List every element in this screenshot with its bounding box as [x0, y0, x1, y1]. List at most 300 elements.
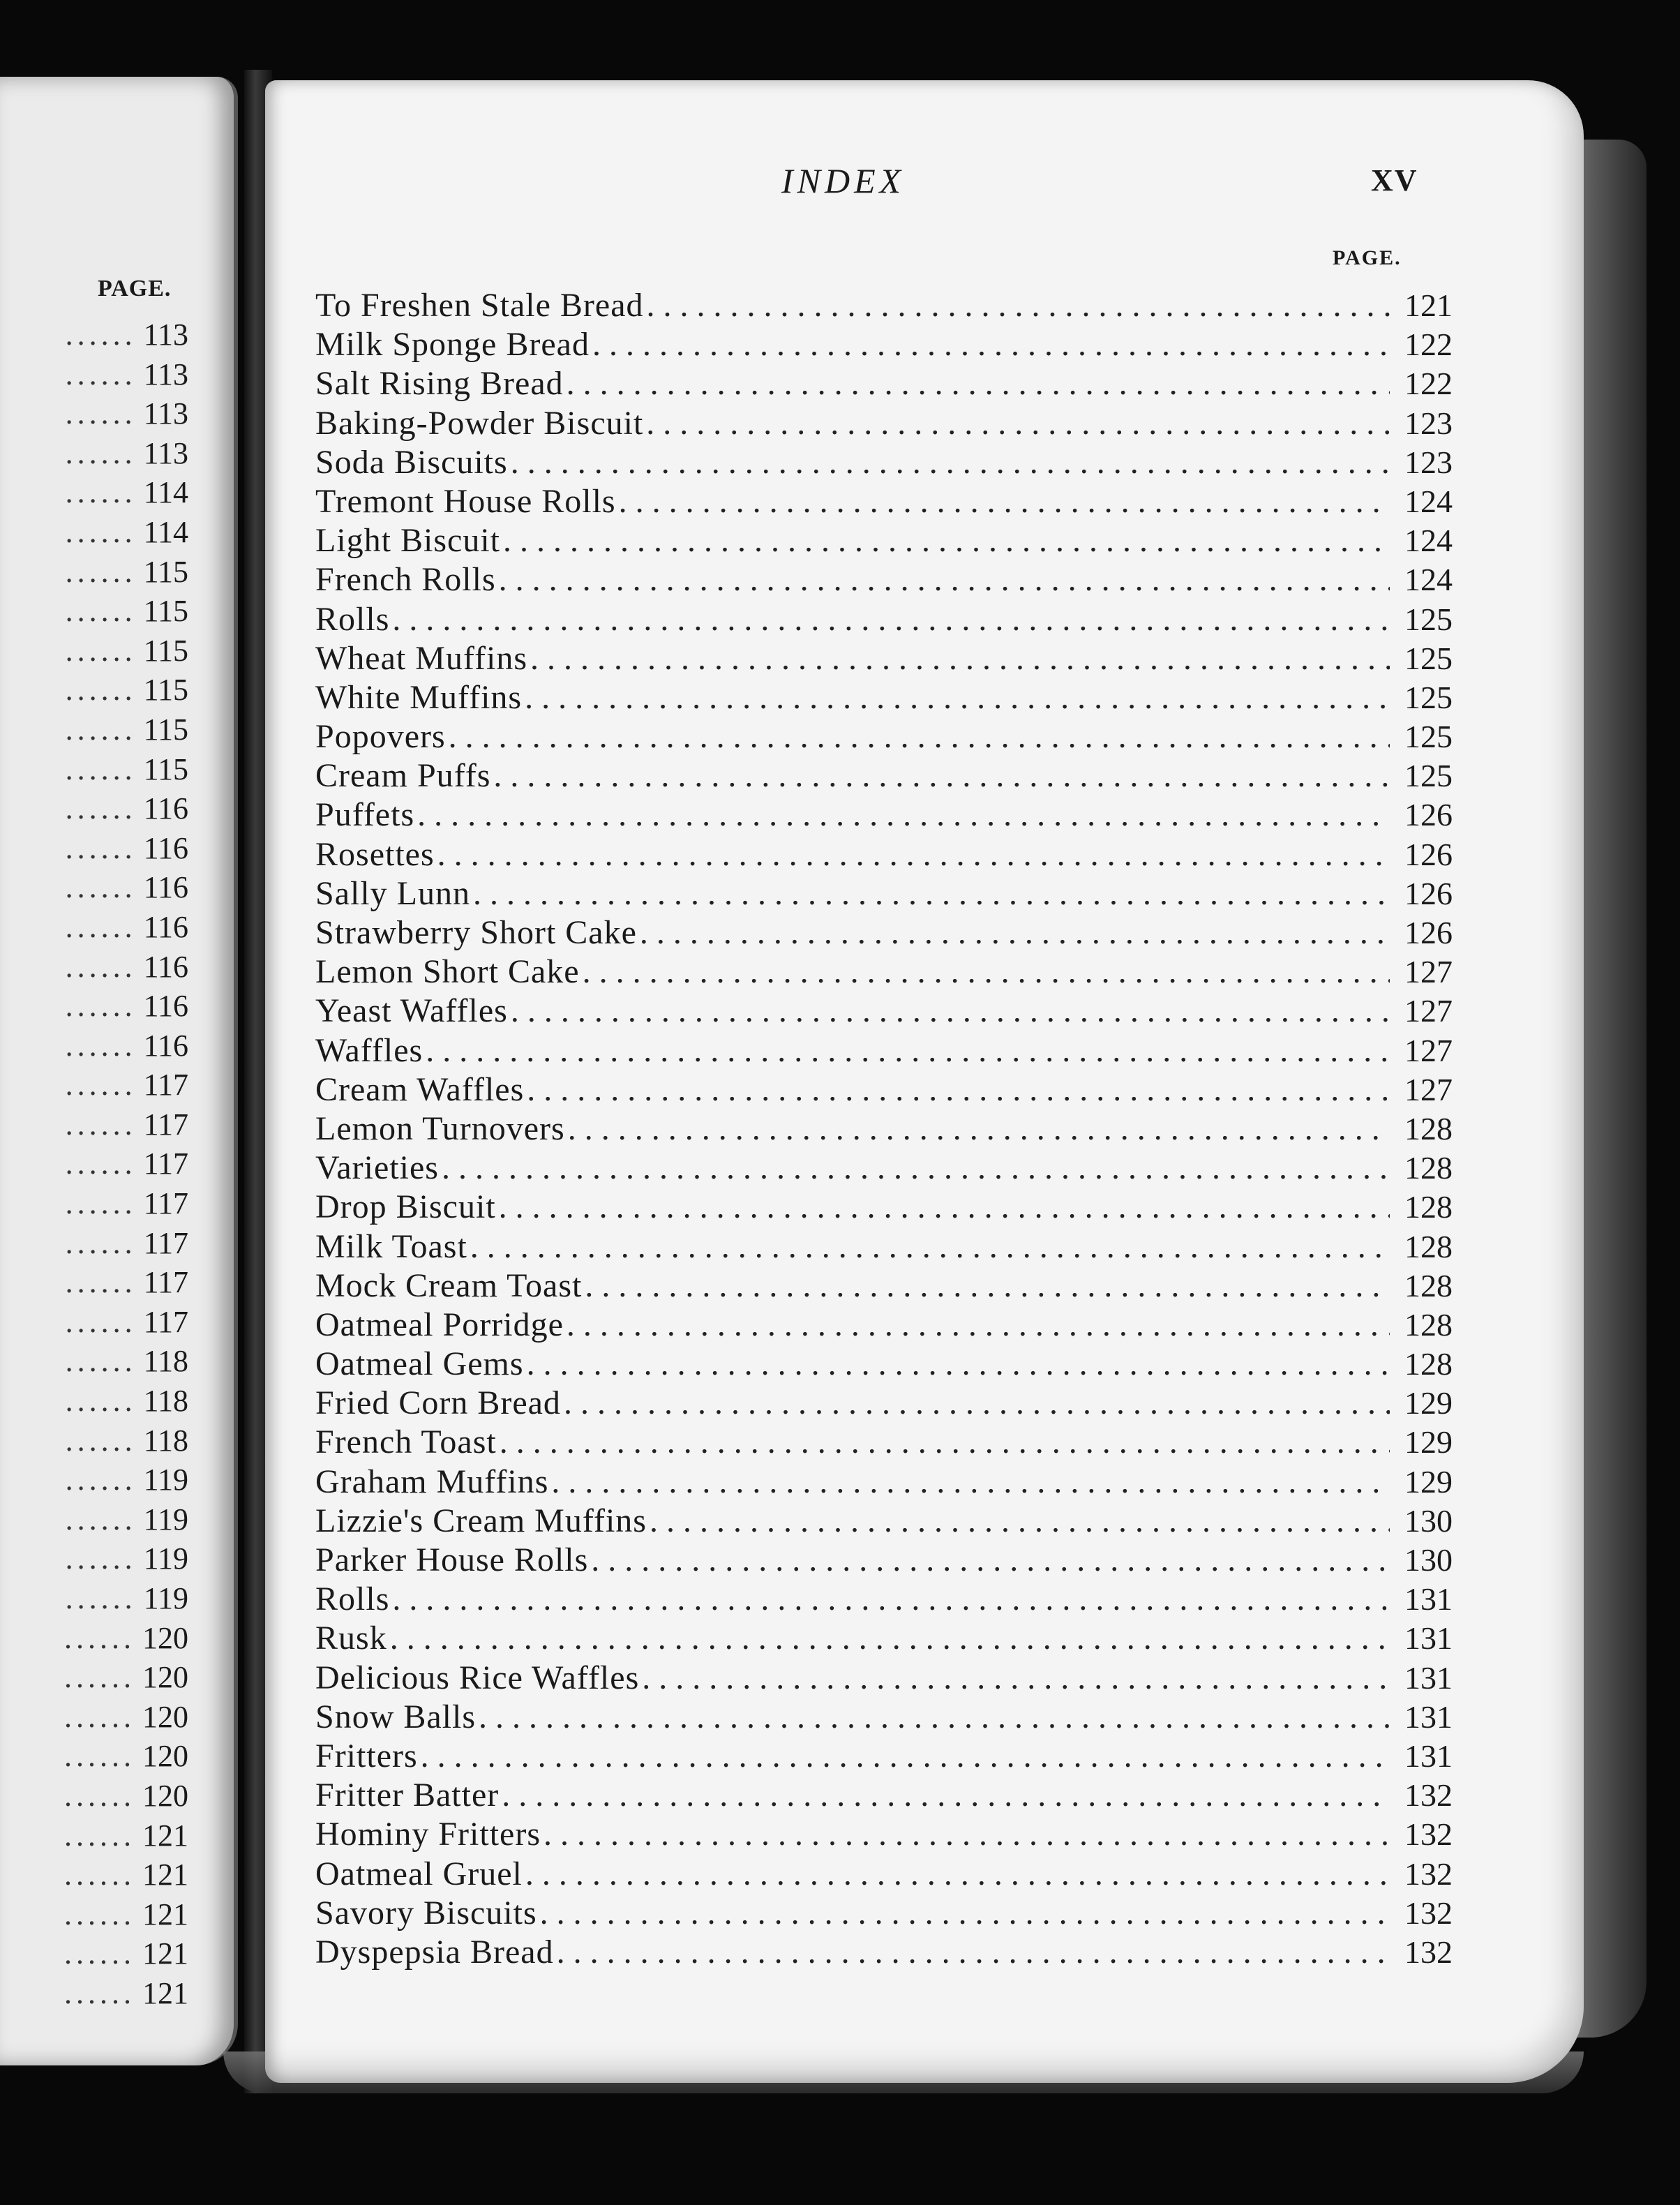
leader-dots	[582, 1266, 1390, 1306]
index-entry	[315, 756, 1453, 795]
left-page-number: 121	[142, 1858, 188, 1892]
entry-title: Snow Balls	[315, 1698, 477, 1735]
index-entry	[315, 1423, 1453, 1462]
entry-title: Baking-Powder Biscuit	[315, 404, 644, 442]
entry-title: Rusk	[315, 1620, 387, 1657]
left-page-number: 116	[143, 870, 188, 905]
leader-dots: ......	[65, 752, 137, 786]
leader-dots: ......	[65, 712, 137, 747]
leader-dots	[446, 717, 1390, 756]
entry-page-number: 127	[1404, 954, 1453, 990]
entry-page-number: 127	[1404, 1071, 1453, 1107]
right-page	[265, 80, 1584, 2083]
left-page-entry	[0, 1816, 188, 1856]
index-entry	[315, 1815, 1453, 1854]
index-entry	[315, 1619, 1453, 1658]
leader-dots	[508, 992, 1390, 1031]
leader-dots: ......	[64, 1897, 135, 1931]
leader-dots: ......	[65, 1502, 137, 1537]
entry-page-number: 125	[1404, 601, 1453, 637]
index-entry	[315, 639, 1453, 678]
left-page-number: 114	[143, 475, 188, 510]
leader-dots: ......	[65, 1463, 137, 1497]
left-page-entry	[0, 1934, 188, 1974]
entry-title: Light Biscuit	[315, 522, 500, 560]
entry-title: Sally Lunn	[315, 874, 470, 912]
leader-dots	[522, 678, 1390, 717]
entry-page-number: 128	[1404, 1189, 1453, 1225]
left-page-number: 119	[143, 1463, 188, 1497]
leader-dots: ......	[64, 1778, 135, 1813]
index-entry	[315, 1541, 1453, 1580]
left-page-entry	[0, 1539, 188, 1579]
entry-page-number: 131	[1404, 1620, 1453, 1657]
page-folio: XV	[1371, 163, 1418, 197]
entry-title: Oatmeal Gruel	[315, 1855, 523, 1892]
left-page-number: 113	[143, 435, 188, 470]
entry-page-number: 132	[1404, 1855, 1453, 1892]
leader-dots	[435, 835, 1390, 874]
index-entry	[315, 325, 1453, 364]
entry-title: Popovers	[315, 718, 446, 756]
entry-page-number: 125	[1404, 758, 1453, 794]
leader-dots: ......	[65, 1265, 137, 1300]
entry-page-number: 126	[1404, 915, 1453, 950]
left-page-number: 120	[142, 1620, 188, 1655]
left-page-number: 116	[143, 830, 188, 865]
left-page-entry	[0, 1342, 188, 1382]
entry-title: French Toast	[315, 1423, 497, 1461]
entry-page-number: 128	[1404, 1110, 1453, 1146]
leader-dots	[524, 1070, 1390, 1109]
index-entry	[315, 835, 1453, 874]
index-entry	[315, 443, 1453, 482]
leader-dots: ......	[64, 1858, 135, 1892]
left-page-number: 119	[143, 1581, 188, 1615]
left-page-entry	[0, 1579, 188, 1619]
leader-dots	[476, 1698, 1390, 1737]
entry-title: Cream Waffles	[315, 1070, 525, 1108]
leader-dots	[541, 1815, 1390, 1854]
entry-page-number: 122	[1404, 366, 1453, 402]
leader-dots	[467, 1227, 1390, 1266]
entry-page-number: 123	[1404, 405, 1453, 441]
leader-dots: ......	[65, 1541, 137, 1576]
index-entry	[315, 1109, 1453, 1149]
leader-dots: ......	[65, 633, 137, 668]
index-entry	[315, 1776, 1453, 1815]
leader-dots: ......	[65, 1146, 137, 1181]
index-entry	[315, 1855, 1453, 1894]
leader-dots	[616, 482, 1390, 521]
left-page-number: 113	[143, 396, 188, 431]
index-entry	[315, 1463, 1453, 1502]
leader-dots	[647, 1502, 1390, 1541]
entry-title: Parker House Rolls	[315, 1541, 589, 1578]
left-page-number: 117	[143, 1068, 188, 1102]
left-page-number: 121	[142, 1975, 188, 2010]
index-entry	[315, 286, 1453, 325]
leader-dots: ......	[65, 1423, 137, 1458]
left-page-entry	[0, 473, 188, 513]
left-page-number: 120	[142, 1739, 188, 1774]
entry-page-number: 132	[1404, 1934, 1453, 1970]
index-entry	[315, 1698, 1453, 1737]
leader-dots	[588, 1541, 1390, 1580]
leader-dots	[548, 1463, 1390, 1502]
leader-dots: ......	[65, 1581, 137, 1615]
leader-dots	[387, 1619, 1390, 1658]
left-page-entry	[0, 1658, 188, 1698]
entry-title: Strawberry Short Cake	[315, 914, 637, 951]
left-page-number: 119	[143, 1502, 188, 1537]
leader-dots: ......	[65, 989, 137, 1024]
leader-dots	[496, 1188, 1390, 1227]
entry-title: Lemon Short Cake	[315, 953, 580, 991]
left-page-number: 115	[143, 752, 188, 786]
entry-title: Soda Biscuits	[315, 443, 508, 481]
index-entry	[315, 1227, 1453, 1266]
left-page-number: 113	[143, 357, 188, 391]
left-page-number: 115	[143, 633, 188, 668]
left-page-entry	[0, 1263, 188, 1303]
left-page-number: 118	[143, 1384, 188, 1419]
entry-title: Hominy Fritters	[315, 1816, 541, 1853]
left-page-number: 119	[143, 1541, 188, 1576]
left-page-number: 115	[143, 554, 188, 589]
leader-dots: ......	[65, 475, 137, 510]
left-page-number: 116	[143, 791, 188, 826]
left-page-number: 121	[142, 1936, 188, 1971]
entry-page-number: 132	[1404, 1816, 1453, 1853]
entry-title: To Freshen Stale Bread	[315, 287, 644, 324]
entry-page-number: 131	[1404, 1659, 1453, 1696]
leader-dots: ......	[65, 949, 137, 984]
index-entry	[315, 992, 1453, 1031]
left-page-number: 120	[142, 1699, 188, 1734]
left-page-number: 117	[143, 1107, 188, 1142]
leader-dots: ......	[64, 1975, 135, 2010]
leader-dots: ......	[65, 594, 137, 629]
index-entry	[315, 1580, 1453, 1619]
leader-dots: ......	[65, 554, 137, 589]
leader-dots: ......	[64, 1739, 135, 1774]
left-page-entry	[0, 1144, 188, 1184]
index-entry	[315, 1306, 1453, 1345]
entry-title: Lizzie's Cream Muffins	[315, 1502, 647, 1539]
entry-title: Lemon Turnovers	[315, 1109, 565, 1147]
entry-page-number: 130	[1404, 1542, 1453, 1578]
entry-page-number: 132	[1404, 1894, 1453, 1931]
leader-dots: ......	[65, 357, 137, 391]
left-page-entry	[0, 1184, 188, 1224]
left-page-column-header: PAGE.	[98, 276, 172, 301]
entry-title: Dyspepsia Bread	[315, 1933, 554, 1971]
left-page-entry	[0, 1619, 188, 1659]
leader-dots: ......	[65, 1107, 137, 1142]
index-entry	[315, 1659, 1453, 1698]
left-page-entry	[0, 1066, 188, 1105]
left-page-number: 114	[143, 514, 188, 549]
left-page-entry	[0, 710, 188, 750]
leader-dots: ......	[65, 1028, 137, 1063]
index-entry	[315, 1266, 1453, 1306]
left-page-entry	[0, 553, 188, 592]
entry-title: Wheat Muffins	[315, 639, 528, 677]
leader-dots: ......	[65, 1186, 137, 1221]
leader-dots: ......	[65, 870, 137, 905]
left-page-entry	[0, 1698, 188, 1737]
leader-dots	[490, 756, 1390, 795]
entry-page-number: 125	[1404, 679, 1453, 715]
entry-title: French Rolls	[315, 561, 496, 599]
entry-title: Varieties	[315, 1149, 439, 1187]
leader-dots	[439, 1149, 1390, 1188]
right-page-column-header: PAGE.	[1333, 246, 1402, 269]
index-entry	[315, 1933, 1453, 1972]
entry-title: Tremont House Rolls	[315, 482, 616, 520]
leader-dots: ......	[65, 1225, 137, 1260]
entry-page-number: 124	[1404, 483, 1453, 519]
left-page-number: 117	[143, 1146, 188, 1181]
index-entry	[315, 795, 1453, 835]
left-page-number: 121	[142, 1897, 188, 1931]
leader-dots: ......	[64, 1936, 135, 1971]
entry-title: Delicious Rice Waffles	[315, 1659, 640, 1696]
entry-page-number: 128	[1404, 1267, 1453, 1303]
left-page-entry	[0, 513, 188, 553]
leader-dots	[470, 874, 1390, 913]
index-entry	[315, 1502, 1453, 1541]
entry-title: Milk Sponge Bread	[315, 326, 590, 364]
leader-dots: ......	[64, 1699, 135, 1734]
leader-dots	[497, 1423, 1390, 1462]
entry-page-number: 122	[1404, 327, 1453, 363]
entry-title: Rolls	[315, 600, 390, 638]
left-page-number: 120	[142, 1660, 188, 1695]
left-page-number: 121	[142, 1818, 188, 1853]
entry-title: Fritter Batter	[315, 1777, 500, 1814]
index-entry	[315, 1188, 1453, 1227]
entry-page-number: 128	[1404, 1346, 1453, 1382]
left-page-entry	[0, 1421, 188, 1461]
left-page-entry	[0, 592, 188, 631]
entry-page-number: 131	[1404, 1737, 1453, 1774]
index-entry	[315, 600, 1453, 639]
left-page-number: 117	[143, 1265, 188, 1300]
left-page-entry	[0, 948, 188, 987]
leader-dots	[564, 364, 1390, 403]
left-page-number: 117	[143, 1225, 188, 1260]
entry-title: Oatmeal Gems	[315, 1345, 524, 1383]
entry-title: Waffles	[315, 1031, 423, 1069]
left-page-entry	[0, 1895, 188, 1935]
index-entry	[315, 482, 1453, 521]
left-page-entry	[0, 434, 188, 474]
entry-page-number: 127	[1404, 1032, 1453, 1068]
left-page-entry	[0, 1855, 188, 1895]
leader-dots	[561, 1384, 1390, 1423]
leader-dots	[639, 1659, 1390, 1698]
index-entry	[315, 1031, 1453, 1070]
entry-title: Milk Toast	[315, 1227, 467, 1265]
entry-page-number: 121	[1404, 287, 1453, 323]
left-page-entry	[0, 1224, 188, 1264]
left-page-entry	[0, 750, 188, 790]
left-page-number: 118	[143, 1423, 188, 1458]
leader-dots: ......	[65, 1304, 137, 1339]
entry-page-number: 127	[1404, 993, 1453, 1029]
leader-dots	[580, 952, 1390, 992]
leader-dots	[500, 521, 1390, 560]
leader-dots	[564, 1306, 1390, 1345]
entry-title: Graham Muffins	[315, 1463, 549, 1500]
left-page-entry	[0, 1777, 188, 1816]
index-entry	[315, 717, 1453, 756]
entry-page-number: 130	[1404, 1502, 1453, 1539]
leader-dots	[389, 1580, 1390, 1619]
entry-title: Puffets	[315, 796, 415, 834]
entry-title: Rosettes	[315, 835, 435, 873]
entry-title: Mock Cream Toast	[315, 1266, 583, 1304]
entry-page-number: 128	[1404, 1306, 1453, 1343]
left-page-entry	[0, 1974, 188, 2014]
index-entry	[315, 874, 1453, 913]
leader-dots	[523, 1855, 1390, 1894]
index-entry	[315, 1149, 1453, 1188]
index-entry	[315, 560, 1453, 599]
leader-dots	[643, 404, 1390, 443]
left-page-number: 116	[143, 1028, 188, 1063]
left-page-number: 118	[143, 1344, 188, 1379]
leader-dots: ......	[65, 1068, 137, 1102]
leader-dots	[644, 286, 1390, 325]
entry-page-number: 129	[1404, 1424, 1453, 1460]
left-page-entry	[0, 1737, 188, 1777]
entry-title: Fritters	[315, 1737, 418, 1774]
entry-title: Oatmeal Porridge	[315, 1306, 564, 1343]
index-entry	[315, 952, 1453, 992]
leader-dots: ......	[64, 1620, 135, 1655]
leader-dots: ......	[65, 435, 137, 470]
index-entry	[315, 678, 1453, 717]
left-page-entry	[0, 829, 188, 869]
left-page-number: 115	[143, 712, 188, 747]
left-page-entry	[0, 1026, 188, 1066]
entry-page-number: 126	[1404, 797, 1453, 833]
leader-dots: ......	[65, 830, 137, 865]
leader-dots: ......	[64, 1818, 135, 1853]
leader-dots: ......	[65, 1384, 137, 1419]
running-head: INDEX	[781, 161, 906, 200]
leader-dots	[423, 1031, 1390, 1070]
index-entry	[315, 1345, 1453, 1384]
entry-page-number: 129	[1404, 1385, 1453, 1421]
left-page-entry	[0, 394, 188, 434]
entry-page-number: 124	[1404, 562, 1453, 598]
leader-dots	[508, 443, 1390, 482]
entry-page-number: 125	[1404, 719, 1453, 755]
leader-dots	[418, 1737, 1390, 1776]
left-page-number: 120	[142, 1778, 188, 1813]
leader-dots: ......	[65, 673, 137, 708]
left-page-number: 115	[143, 673, 188, 708]
entry-page-number: 123	[1404, 444, 1453, 480]
left-page-entry	[0, 355, 188, 395]
leader-dots	[565, 1109, 1390, 1149]
leader-dots: ......	[64, 1660, 135, 1695]
entry-page-number: 131	[1404, 1698, 1453, 1735]
index-entry	[315, 1384, 1453, 1423]
left-page	[0, 77, 238, 2065]
leader-dots	[537, 1894, 1390, 1933]
entry-title: Cream Puffs	[315, 757, 491, 795]
index-entry	[315, 1737, 1453, 1776]
entry-title: Fried Corn Bread	[315, 1384, 561, 1422]
leader-dots: ......	[65, 791, 137, 826]
left-page-entry	[0, 315, 188, 355]
left-page-entry	[0, 1460, 188, 1500]
leader-dots	[554, 1933, 1390, 1972]
index-entry	[315, 521, 1453, 560]
left-page-number: 117	[143, 1186, 188, 1221]
leader-dots: ......	[65, 909, 137, 944]
leader-dots	[637, 913, 1390, 952]
left-page-number-list	[0, 315, 188, 2014]
leader-dots: ......	[65, 396, 137, 431]
left-page-entry	[0, 1105, 188, 1145]
index-entry	[315, 1894, 1453, 1933]
leader-dots	[496, 560, 1390, 599]
entry-page-number: 128	[1404, 1150, 1453, 1186]
left-page-entry	[0, 1382, 188, 1421]
left-page-number: 116	[143, 909, 188, 944]
entry-title: Salt Rising Bread	[315, 365, 564, 403]
entry-title: Drop Biscuit	[315, 1188, 496, 1226]
leader-dots: ......	[65, 1344, 137, 1379]
entry-page-number: 125	[1404, 640, 1453, 676]
left-page-number: 113	[143, 317, 188, 352]
entry-title: White Muffins	[315, 678, 523, 716]
entry-title: Rolls	[315, 1580, 390, 1618]
left-page-entry	[0, 631, 188, 671]
entry-page-number: 131	[1404, 1581, 1453, 1617]
entry-page-number: 128	[1404, 1228, 1453, 1264]
index-entry	[315, 364, 1453, 403]
left-page-entry	[0, 987, 188, 1026]
left-page-entry	[0, 789, 188, 829]
left-page-entry	[0, 1500, 188, 1540]
entry-page-number: 126	[1404, 836, 1453, 872]
leader-dots	[527, 639, 1390, 678]
entry-title: Savory Biscuits	[315, 1894, 537, 1931]
entry-title: Yeast Waffles	[315, 992, 508, 1030]
index-entry	[315, 404, 1453, 443]
left-page-entry	[0, 908, 188, 948]
index-entry	[315, 913, 1453, 952]
leader-dots	[590, 325, 1390, 364]
left-page-number: 116	[143, 989, 188, 1024]
leader-dots: ......	[65, 514, 137, 549]
left-page-number: 115	[143, 594, 188, 629]
entry-page-number: 124	[1404, 523, 1453, 559]
index-entry	[315, 1070, 1453, 1109]
left-page-entry	[0, 1303, 188, 1343]
leader-dots	[499, 1776, 1390, 1815]
leader-dots	[414, 795, 1390, 835]
leader-dots: ......	[65, 317, 137, 352]
left-page-entry	[0, 671, 188, 710]
